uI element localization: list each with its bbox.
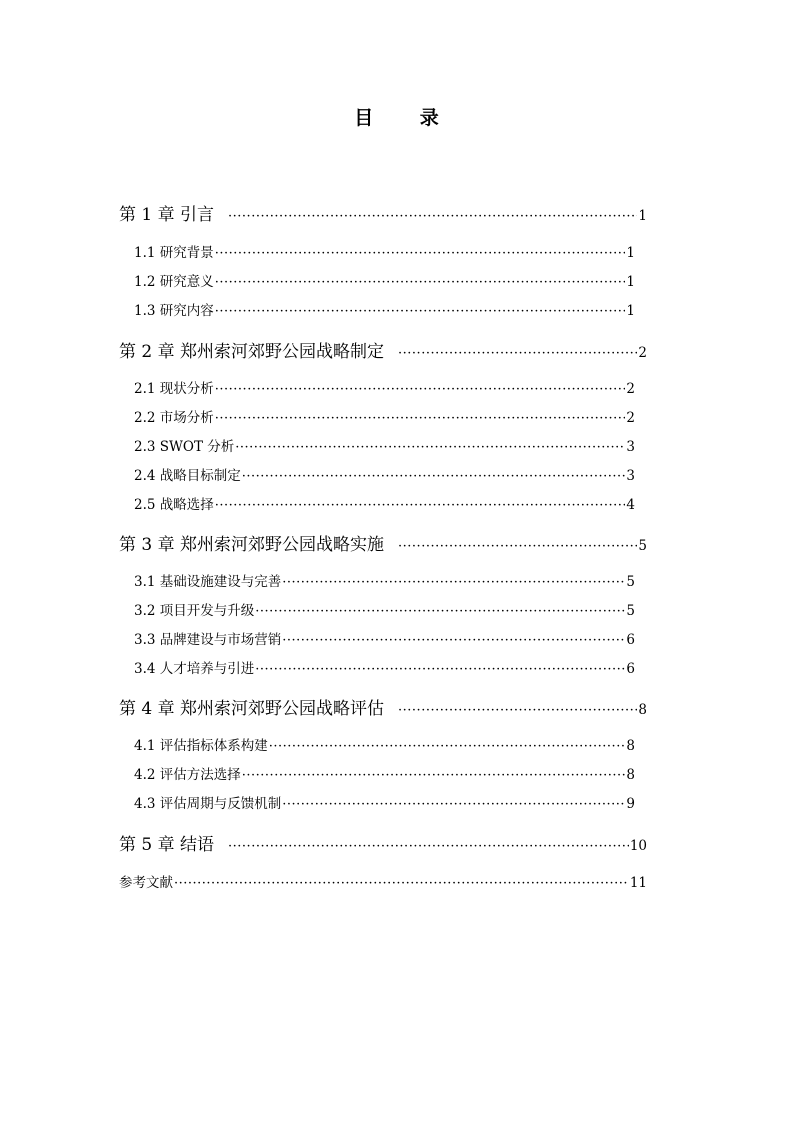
- toc-page-number: 1: [626, 274, 635, 290]
- dot-leader: [282, 575, 625, 590]
- toc-page-number: 1: [626, 303, 635, 319]
- toc-section-2-5[interactable]: [134, 493, 635, 513]
- page-title: 目 录: [354, 107, 459, 129]
- toc-page-number: 3: [626, 468, 635, 484]
- dot-leader: [282, 633, 625, 648]
- dot-leader: [282, 797, 625, 812]
- toc-page-number: 1: [626, 245, 635, 261]
- toc-page-number: 2: [638, 345, 647, 361]
- toc-chapter-4[interactable]: [119, 694, 647, 719]
- toc-label: 2.5 战略选择: [134, 497, 214, 513]
- dot-leader: [215, 411, 626, 426]
- toc-page-number: 8: [638, 702, 647, 718]
- toc-label: 第 2 章 郑州索河郊野公园战略制定: [119, 342, 385, 362]
- toc-page-number: 2: [626, 381, 635, 397]
- dot-leader: [215, 304, 626, 319]
- toc-page-number: 9: [626, 796, 635, 812]
- toc-page-number: 3: [626, 439, 635, 455]
- dot-leader: [215, 246, 626, 261]
- toc-label: 第 5 章 结语: [119, 835, 215, 855]
- toc-label: 4.3 评估周期与反馈机制: [134, 796, 282, 812]
- dot-leader: [242, 469, 626, 484]
- toc-references[interactable]: [119, 871, 647, 891]
- toc-page-number: 8: [626, 738, 635, 754]
- toc-page-number: 10: [629, 838, 647, 854]
- toc-label: 3.4 人才培养与引进: [134, 661, 255, 677]
- toc-label: 4.1 评估指标体系构建: [134, 738, 268, 754]
- toc-section-1-1[interactable]: [134, 241, 635, 261]
- toc-section-3-3[interactable]: [134, 628, 635, 648]
- toc-section-3-4[interactable]: [134, 657, 635, 677]
- toc-section-1-3[interactable]: [134, 299, 635, 319]
- toc-section-2-4[interactable]: [134, 464, 635, 484]
- toc-label: 1.1 研究背景: [134, 245, 214, 261]
- toc-page-number: 11: [629, 875, 647, 891]
- toc-chapter-2[interactable]: [119, 337, 647, 362]
- dot-leader: [255, 662, 625, 677]
- dot-leader: [398, 539, 637, 554]
- dot-leader: [255, 604, 625, 619]
- toc-page-number: 5: [638, 538, 647, 554]
- toc-page-number: 2: [626, 410, 635, 426]
- toc-label: 第 3 章 郑州索河郊野公园战略实施: [119, 535, 385, 555]
- toc-page-number: 6: [626, 661, 635, 677]
- toc-label: 2.1 现状分析: [134, 381, 214, 397]
- toc-section-3-2[interactable]: [134, 599, 635, 619]
- toc-chapter-1[interactable]: [119, 200, 647, 225]
- toc-page-number: 5: [626, 603, 635, 619]
- toc-section-1-2[interactable]: [134, 270, 635, 290]
- toc-label: 1.3 研究内容: [134, 303, 214, 319]
- toc-label: 4.2 评估方法选择: [134, 767, 241, 783]
- toc-page-number: 5: [626, 574, 635, 590]
- dot-leader: [215, 498, 626, 513]
- dot-leader: [228, 209, 637, 224]
- toc-section-2-3[interactable]: [134, 435, 635, 455]
- dot-leader: [215, 382, 626, 397]
- toc-section-4-3[interactable]: [134, 792, 635, 812]
- toc-section-2-1[interactable]: [134, 377, 635, 397]
- toc-label: 2.4 战略目标制定: [134, 468, 241, 484]
- dot-leader: [269, 739, 626, 754]
- toc-section-3-1[interactable]: [134, 570, 635, 590]
- toc-label: 2.3 SWOT 分析: [134, 439, 235, 455]
- toc-label: 2.2 市场分析: [134, 410, 214, 426]
- dot-leader: [242, 768, 626, 783]
- toc-chapter-5[interactable]: [119, 830, 647, 855]
- dot-leader: [215, 275, 626, 290]
- toc-page-number: 1: [638, 208, 647, 224]
- dot-leader: [174, 876, 629, 891]
- toc-label: 3.3 品牌建设与市场营销: [134, 632, 282, 648]
- toc-page-number: 8: [626, 767, 635, 783]
- toc-section-4-2[interactable]: [134, 763, 635, 783]
- dot-leader: [398, 346, 637, 361]
- toc-label: 3.1 基础设施建设与完善: [134, 574, 282, 590]
- toc-label: 参考文献: [119, 875, 173, 891]
- toc-label: 第 4 章 郑州索河郊野公园战略评估: [119, 699, 385, 719]
- toc-section-4-1[interactable]: [134, 734, 635, 754]
- toc-label: 3.2 项目开发与升级: [134, 603, 255, 619]
- toc-chapter-3[interactable]: [119, 530, 647, 555]
- toc-section-2-2[interactable]: [134, 406, 635, 426]
- dot-leader: [235, 440, 625, 455]
- toc-page-number: 6: [626, 632, 635, 648]
- dot-leader: [228, 839, 629, 854]
- dot-leader: [398, 703, 637, 718]
- toc-label: 第 1 章 引言: [119, 205, 215, 225]
- toc-page-number: 4: [626, 497, 635, 513]
- toc-label: 1.2 研究意义: [134, 274, 214, 290]
